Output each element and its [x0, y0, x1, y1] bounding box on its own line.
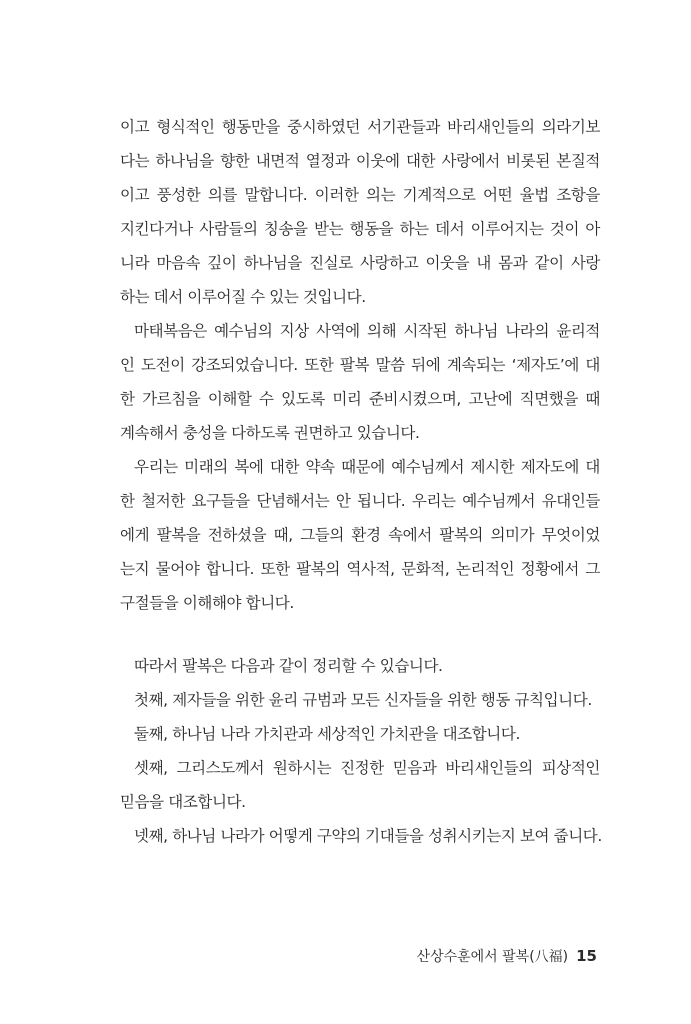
- page-number: 15: [576, 947, 597, 965]
- body-text-line: 지킨다거나 사람들의 칭송을 받는 행동을 하는 데서 이루어지는 것이 아: [120, 220, 600, 238]
- summary-item-3-continued: 믿음을 대조합니다.: [120, 793, 246, 811]
- body-text-line: 계속해서 충성을 다하도록 권면하고 있습니다.: [120, 424, 420, 442]
- summary-item-2: 둘째, 하나님 나라 가치관과 세상적인 가치관을 대조합니다.: [134, 725, 520, 743]
- body-text-line: 하는 데서 이루어질 수 있는 것입니다.: [120, 288, 366, 306]
- body-text-line: 는지 물어야 합니다. 또한 팔복의 역사적, 문화적, 논리적인 정황에서 그: [120, 560, 600, 578]
- summary-item-3: 셋째, 그리스도께서 원하시는 진정한 믿음과 바리새인들의 피상적인: [134, 759, 600, 777]
- running-title: 산상수훈에서 팔복(八福): [416, 949, 569, 965]
- body-text-line: 한 철저한 요구들을 단념해서는 안 됩니다. 우리는 예수님께서 유대인들: [120, 492, 600, 510]
- body-text-line: 구절들을 이해해야 합니다.: [120, 594, 294, 612]
- paragraph-first-line: 마태복음은 예수님의 지상 사역에 의해 시작된 하나님 나라의 윤리적: [134, 322, 600, 340]
- summary-item-4: 넷째, 하나님 나라가 어떻게 구약의 기대들을 성취시키는지 보여 줍니다.: [134, 827, 602, 845]
- body-text-line: 이고 형식적인 행동만을 중시하였던 서기관들과 바리새인들의 의라기보: [120, 118, 600, 136]
- body-text-line: 한 가르침을 이해할 수 있도록 미리 준비시켰으며, 고난에 직면했을 때: [120, 390, 600, 408]
- page-footer: [417, 946, 597, 967]
- summary-intro: 따라서 팔복은 다음과 같이 정리할 수 있습니다.: [134, 657, 443, 675]
- body-text-line: 다는 하나님을 향한 내면적 열정과 이웃에 대한 사랑에서 비롯된 본질적: [120, 152, 600, 170]
- summary-item-1: 첫째, 제자들을 위한 윤리 규범과 모든 신자들을 위한 행동 규칙입니다.: [134, 691, 592, 709]
- body-text-line: 이고 풍성한 의를 말합니다. 이러한 의는 기계적으로 어떤 율법 조항을: [120, 186, 600, 204]
- body-text-line: 니라 마음속 깊이 하나님을 진실로 사랑하고 이웃을 내 몸과 같이 사랑: [120, 254, 600, 272]
- body-text-line: 인 도전이 강조되었습니다. 또한 팔복 말씀 뒤에 계속되는 ‘제자도’에 대: [120, 356, 600, 374]
- body-text-line: 에게 팔복을 전하셨을 때, 그들의 환경 속에서 팔복의 의미가 무엇이었: [120, 526, 600, 544]
- paragraph-first-line: 우리는 미래의 복에 대한 약속 때문에 예수님께서 제시한 제자도에 대: [134, 458, 600, 476]
